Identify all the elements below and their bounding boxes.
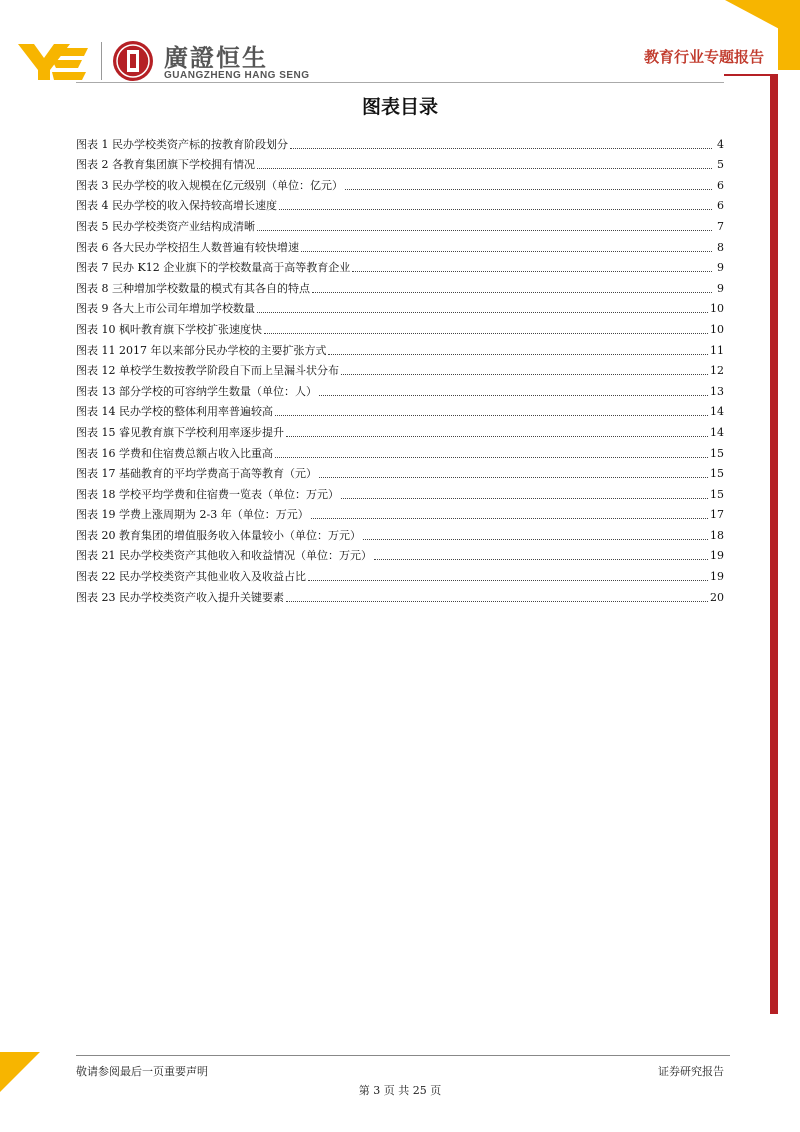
toc-entry-page: 10: [710, 302, 724, 316]
toc-entry-label: 图表 15 睿见教育旗下学校利用率逐步提升: [76, 425, 284, 439]
brand-logo: [18, 36, 318, 86]
toc-entry-leader: [308, 580, 708, 581]
toc-entry-page: 6: [717, 199, 724, 213]
toc-list: [76, 131, 724, 605]
toc-entry[interactable]: [76, 296, 724, 317]
toc-entry-page: 9: [717, 261, 724, 275]
toc-entry-page: 14: [710, 405, 724, 419]
header-divider: [76, 82, 724, 83]
toc-entry[interactable]: [76, 522, 724, 543]
toc-entry-page: 9: [717, 281, 724, 295]
footer-divider: [76, 1055, 730, 1056]
report-type-label: 教育行业专题报告: [643, 48, 764, 66]
toc-entry[interactable]: [76, 358, 724, 379]
toc-entry-label: 图表 5 民办学校类资产业结构成清晰: [76, 219, 255, 233]
toc-entry-leader: [286, 436, 708, 437]
toc-entry[interactable]: [76, 419, 724, 440]
toc-entry-leader: [328, 354, 708, 355]
toc-entry-label: 图表 8 三种增加学校数量的模式有其各自的特点: [76, 281, 310, 295]
toc-entry-page: 15: [710, 446, 724, 460]
toc-entry-leader: [301, 251, 712, 252]
toc-entry[interactable]: [76, 440, 724, 461]
toc-entry-label: 图表 13 部分学校的可容纳学生数量（单位：人）: [76, 384, 317, 398]
toc-entry-page: 14: [710, 425, 724, 439]
toc-entry-label: 图表 18 学校平均学费和住宿费一览表（单位：万元）: [76, 487, 339, 501]
toc-entry-leader: [345, 189, 712, 190]
toc-entry[interactable]: [76, 275, 724, 296]
toc-entry[interactable]: [76, 543, 724, 564]
toc-entry-label: 图表 7 民办 K12 企业旗下的学校数量高于高等教育企业: [76, 261, 351, 275]
toc-entry-leader: [363, 539, 708, 540]
bottom-left-corner-decoration: [0, 1052, 40, 1092]
toc-entry-label: 图表 14 民办学校的整体利用率普遍较高: [76, 405, 273, 419]
toc-entry-page: 11: [710, 343, 724, 357]
toc-entry-label: 图表 10 枫叶教育旗下学校扩张速度快: [76, 322, 262, 336]
toc-entry-page: 6: [717, 178, 724, 192]
toc-entry-leader: [257, 230, 712, 231]
toc-entry-leader: [264, 333, 708, 334]
toc-entry[interactable]: [76, 399, 724, 420]
toc-entry-leader: [286, 601, 708, 602]
footer-page-number: 第 3 页 共 25 页: [358, 1084, 442, 1097]
toc-entry[interactable]: [76, 172, 724, 193]
toc-entry[interactable]: [76, 481, 724, 502]
toc-entry[interactable]: [76, 584, 724, 605]
footer-report-kind: 证券研究报告: [658, 1065, 724, 1078]
toc-entry-label: 图表 12 单校学生数按教学阶段自下而上呈漏斗状分布: [76, 364, 339, 378]
toc-entry-leader: [312, 292, 712, 293]
toc-entry[interactable]: [76, 378, 724, 399]
top-right-side-bar: [778, 0, 800, 70]
toc-entry-label: 图表 1 民办学校类资产标的按教育阶段划分: [76, 137, 288, 151]
toc-entry-leader: [257, 312, 708, 313]
brand-name-en: GUANGZHENG HANG SENG: [164, 70, 310, 81]
toc-entry[interactable]: [76, 193, 724, 214]
toc-entry[interactable]: [76, 502, 724, 523]
toc-entry-page: 18: [710, 528, 724, 542]
toc-entry-page: 12: [710, 364, 724, 378]
toc-entry-leader: [341, 374, 708, 375]
toc-entry-page: 10: [710, 322, 724, 336]
toc-entry-label: 图表 11 2017 年以来部分民办学校的主要扩张方式: [76, 343, 327, 357]
toc-entry-label: 图表 6 各大民办学校招生人数普遍有较快增速: [76, 240, 299, 254]
toc-entry-leader: [319, 395, 708, 396]
toc-entry-leader: [341, 498, 708, 499]
right-red-bar: [770, 74, 778, 1014]
brand-name-cn: 廣證恒生: [164, 44, 268, 72]
toc-title: 图表目录: [361, 96, 438, 118]
toc-entry-leader: [374, 559, 708, 560]
toc-entry-page: 19: [710, 570, 724, 584]
toc-entry-label: 图表 21 民办学校类资产其他收入和收益情况（单位：万元）: [76, 549, 372, 563]
toc-entry-page: 17: [710, 508, 724, 522]
toc-entry-label: 图表 9 各大上市公司年增加学校数量: [76, 302, 255, 316]
toc-entry-page: 8: [717, 240, 724, 254]
toc-entry[interactable]: [76, 316, 724, 337]
toc-entry-label: 图表 2 各教育集团旗下学校拥有情况: [76, 158, 255, 172]
toc-entry-label: 图表 17 基础教育的平均学费高于高等教育（元）: [76, 467, 317, 481]
toc-entry-page: 20: [710, 590, 724, 604]
toc-entry-page: 19: [710, 549, 724, 563]
toc-entry[interactable]: [76, 461, 724, 482]
toc-entry[interactable]: [76, 131, 724, 152]
toc-entry-leader: [290, 148, 712, 149]
toc-entry[interactable]: [76, 152, 724, 173]
toc-entry-label: 图表 22 民办学校类资产其他业收入及收益占比: [76, 570, 306, 584]
header-red-accent: [724, 74, 770, 76]
toc-entry-leader: [275, 457, 708, 458]
toc-entry-label: 图表 23 民办学校类资产收入提升关键要素: [76, 590, 284, 604]
toc-entry[interactable]: [76, 255, 724, 276]
footer-disclaimer: 敬请参阅最后一页重要声明: [76, 1065, 208, 1078]
toc-entry-page: 15: [710, 487, 724, 501]
toc-entry-page: 15: [710, 467, 724, 481]
toc-entry[interactable]: [76, 563, 724, 584]
toc-entry-label: 图表 4 民办学校的收入保持较高增长速度: [76, 199, 277, 213]
toc-entry[interactable]: [76, 213, 724, 234]
toc-entry-label: 图表 19 学费上涨周期为 2-3 年（单位：万元）: [76, 508, 309, 522]
logo-divider: [101, 42, 102, 80]
toc-entry-page: 4: [717, 137, 724, 151]
toc-entry-page: 13: [710, 384, 724, 398]
toc-entry-label: 图表 3 民办学校的收入规模在亿元级别（单位：亿元）: [76, 178, 343, 192]
toc-entry-leader: [257, 168, 712, 169]
ye-logo-icon: [18, 44, 88, 80]
toc-entry-page: 7: [717, 219, 724, 233]
toc-entry[interactable]: [76, 337, 724, 358]
seal-icon: [112, 40, 154, 82]
toc-entry-leader: [275, 415, 708, 416]
toc-entry-label: 图表 20 教育集团的增值服务收入体量较小（单位：万元）: [76, 528, 361, 542]
toc-entry-label: 图表 16 学费和住宿费总额占收入比重高: [76, 446, 273, 460]
toc-entry-page: 5: [717, 158, 724, 172]
toc-entry-leader: [319, 477, 708, 478]
toc-entry-leader: [352, 271, 712, 272]
toc-entry[interactable]: [76, 234, 724, 255]
toc-entry-leader: [279, 209, 712, 210]
toc-entry-leader: [311, 518, 708, 519]
